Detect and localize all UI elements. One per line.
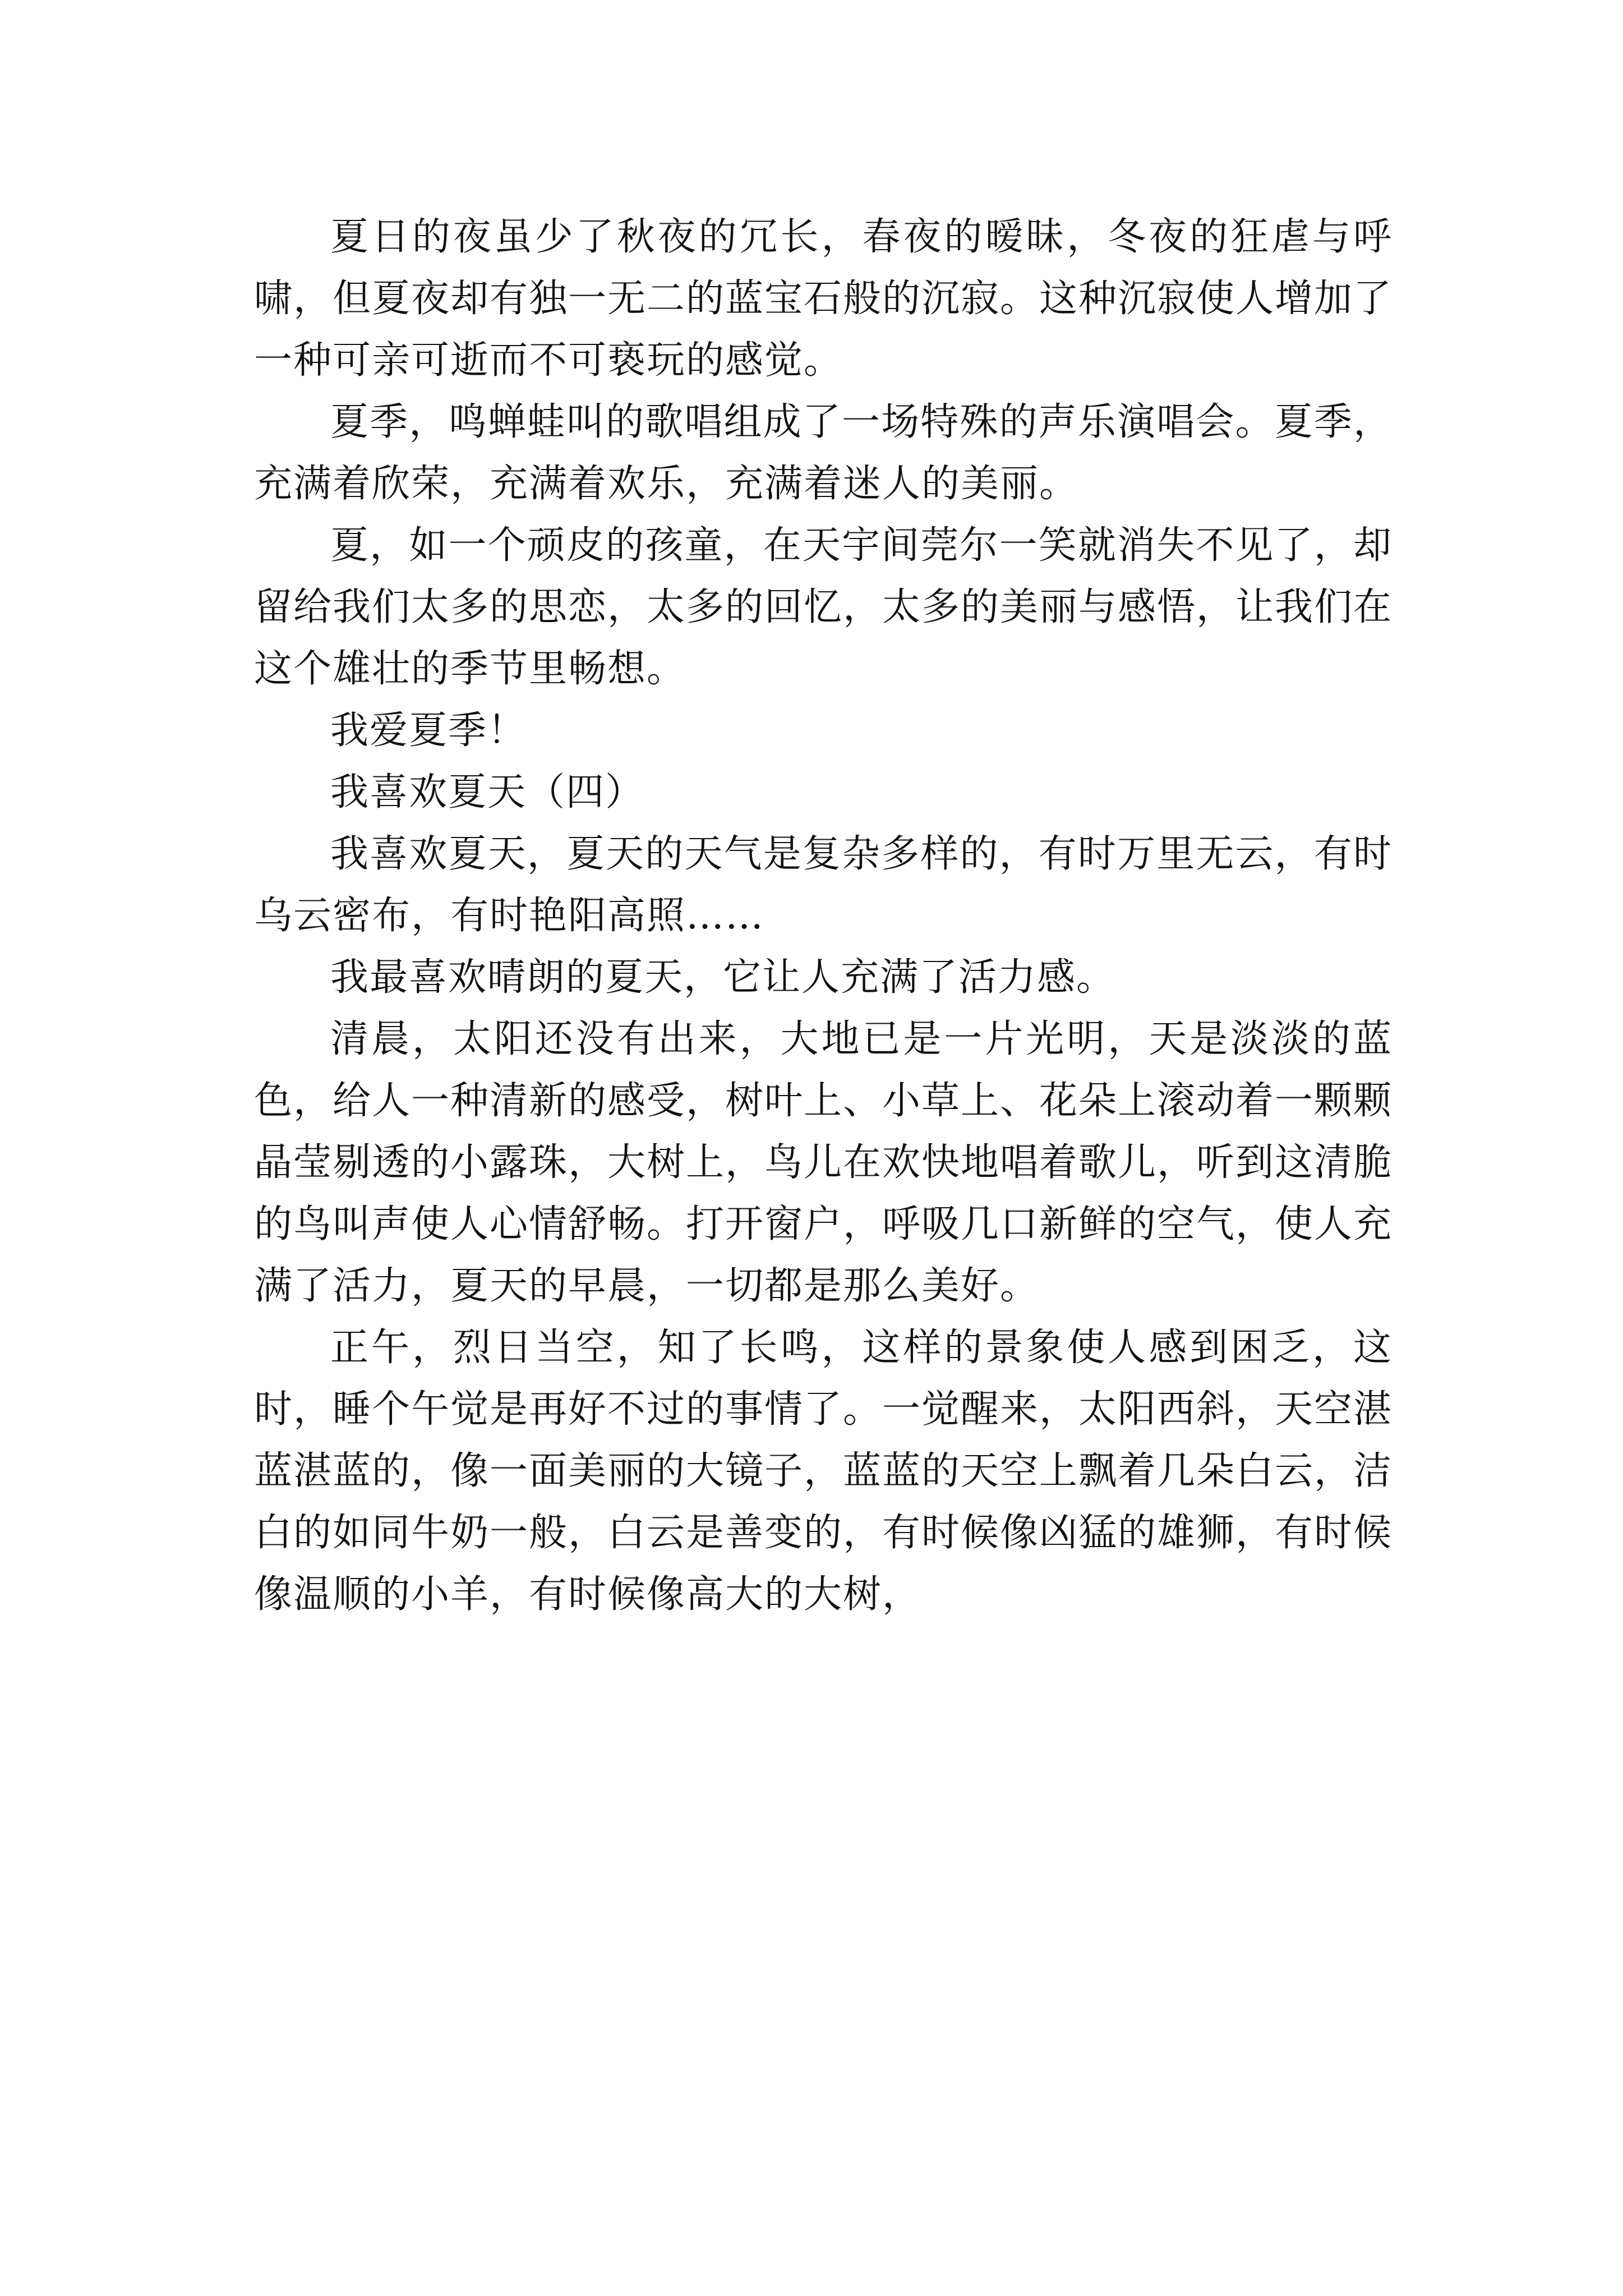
paragraph: 我爱夏季！ <box>330 708 527 753</box>
paragraph: 清晨，太阳还没有出来，大地已是一片光明，天是淡淡的蓝色，给人一种清新的感受，树叶上、小草上、花朵上滚动着一颗颗晶莹剔透的小露珠，大树上，鸟儿在欢快地唱着歌儿，听到这清脆的鸟叫声使人心情舒畅。打开窗户，呼吸几口新鲜的空气，使人充满了活力，夏天的早晨，一切都是那么美好。 <box>254 1017 1393 1308</box>
paragraph: 我喜欢夏天，夏天的天气是复杂多样的，有时万里无云，有时乌云密布，有时艳阳高照…… <box>254 832 1393 938</box>
paragraph: 夏，如一个顽皮的孩童，在天宇间莞尔一笑就消失不见了，却留给我们太多的思恋，太多的回忆，太多的美丽与感悟，让我们在这个雄壮的季节里畅想。 <box>254 523 1393 691</box>
paragraph: 夏日的夜虽少了秋夜的冗长，春夜的暧昧，冬夜的狂虐与呼啸，但夏夜却有独一无二的蓝宝石般的沉寂。这种沉寂使人增加了一种可亲可逝而不可亵玩的感觉。 <box>254 215 1393 383</box>
paragraph: 夏季，鸣蝉蛙叫的歌唱组成了一场特殊的声乐演唱会。夏季，充满着欣荣，充满着欢乐，充满着迷人的美丽。 <box>254 400 1393 506</box>
document-body <box>254 206 1393 1626</box>
paragraph: 正午，烈日当空，知了长鸣，这样的景象使人感到困乏，这时，睡个午觉是再好不过的事情了。一觉醒来，太阳西斜，天空湛蓝湛蓝的，像一面美丽的大镜子，蓝蓝的天空上飘着几朵白云，洁白的如同牛奶一般，白云是善变的，有时候像凶猛的雄狮，有时候像温顺的小羊，有时候像高大的大树， <box>254 1326 1393 1617</box>
section-heading: 我喜欢夏天（四） <box>330 770 645 815</box>
paragraph: 我最喜欢晴朗的夏天，它让人充满了活力感。 <box>330 955 1116 1000</box>
